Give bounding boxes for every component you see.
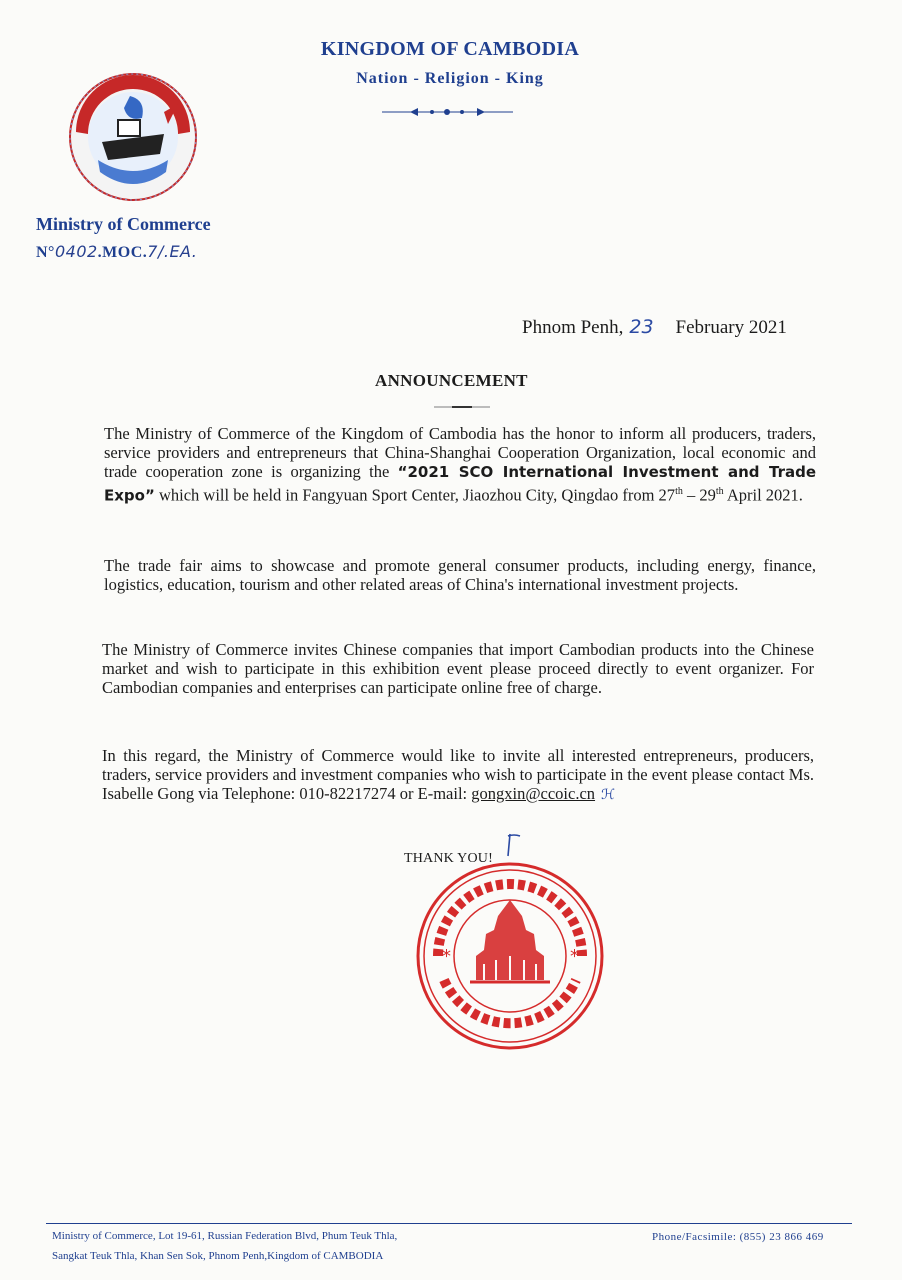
p1-text-d: April 2021. [723, 485, 803, 505]
ornament-divider [380, 104, 515, 120]
svg-text:*: * [442, 946, 451, 967]
date-place: Phnom Penh, [522, 317, 624, 338]
p1-text-a: The Ministry of Commerce of the Kingdom of Cambodia has the honor to inform all producers, traders, service providers and entrepreneurs that China-Shanghai Cooperation Organization, local economic and trade cooperation zone is organizing the [104, 424, 816, 481]
ministry-name: Ministry of Commerce [36, 214, 211, 234]
ministry-logo [68, 72, 198, 202]
paragraph-3: The Ministry of Commerce invites Chinese companies that import Cambodian products into the Chinese market and wish to participate in this exhibition event please proceed directly to event organizer. For Cambodian companies and enterprises can participate online free of charge. [102, 640, 814, 697]
ref-suffix-handwritten: 7/.EA. [147, 242, 198, 261]
p1-text-c: – 29 [682, 485, 716, 505]
ref-mid: .MOC. [97, 244, 148, 261]
date-line [522, 316, 787, 339]
ref-number-handwritten: 0402 [54, 242, 98, 261]
expo-name: “2021 SCO International Investment and Trade Expo” [104, 463, 817, 505]
announcement-title: ANNOUNCEMENT [375, 371, 528, 390]
national-motto: Nation - Religion - King [356, 70, 544, 87]
svg-text:*: * [570, 946, 579, 967]
paragraph-1 [104, 424, 816, 506]
footer-address-line-1: Ministry of Commerce, Lot 19-61, Russian Federation Blvd, Phum Teuk Thla, [52, 1230, 398, 1242]
handwritten-initials: ℋ [601, 787, 615, 803]
p1-sup-1: th [675, 486, 683, 497]
title-underline [434, 405, 490, 409]
kingdom-heading: KINGDOM OF CAMBODIA [320, 38, 580, 60]
ref-prefix: N° [36, 244, 55, 261]
closing-thank-you: THANK YOU! [404, 851, 493, 866]
reference-number [36, 242, 197, 262]
p1-sup-2: th [715, 486, 724, 497]
footer-rule [46, 1223, 852, 1224]
footer-address-line-2: Sangkat Teuk Thla, Khan Sen Sok, Phnom Penh,Kingdom of CAMBODIA [52, 1250, 384, 1262]
paragraph-4 [102, 746, 814, 805]
date-month-year: February 2021 [675, 317, 787, 338]
p1-text-b: which will be held in Fangyuan Sport Center, Jiaozhou City, Qingdao from 27 [154, 485, 676, 505]
date-day-handwritten: 23 [629, 316, 654, 338]
paragraph-2: The trade fair aims to showcase and promote general consumer products, including energy, finance, logistics, education, tourism and other related areas of China's international investment projects. [104, 556, 816, 594]
official-seal [414, 860, 606, 1052]
footer-phone: Phone/Facsimile: (855) 23 866 469 [652, 1231, 824, 1243]
p4-text: In this regard, the Ministry of Commerce would like to invite all interested entrepreneurs, producers, traders, service providers and investment companies who wish to participate in the event please contact Ms. Isabelle Gong via Telephone: 010-82217274 or E-mail: [102, 746, 814, 803]
contact-email-link[interactable]: gongxin@ccoic.cn [471, 784, 596, 803]
